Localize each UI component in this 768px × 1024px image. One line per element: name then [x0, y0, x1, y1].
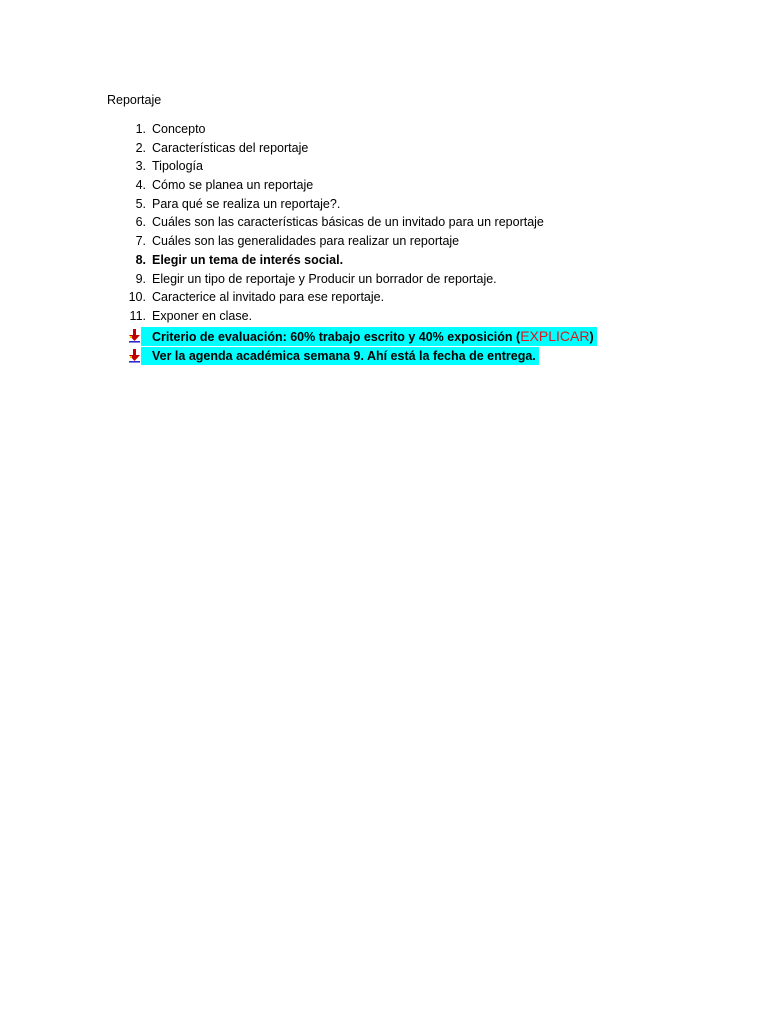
explicar-emphasis: EXPLICAR [520, 328, 590, 344]
list-item-text: Cuáles son las generalidades para realizar un reportaje [152, 234, 460, 249]
list-item-number: 9. [135, 271, 146, 286]
list-item-text: Elegir un tema de interés social. [152, 252, 344, 267]
list-item-text: Cuáles son las características básicas de un invitado para un reportaje [152, 215, 544, 230]
down-arrow-bullet-icon [128, 349, 141, 363]
down-arrow-bullet-icon [128, 329, 141, 343]
list-item-number: 8. [135, 252, 146, 267]
highlighted-text: Ver la agenda académica semana 9. Ahí está la fecha de entrega. [141, 347, 539, 365]
list-item-text: Tipología [152, 159, 203, 174]
list-item-number: 5. [135, 196, 146, 211]
list-item-text: Elegir un tipo de reportaje y Producir un borrador de reportaje. [152, 271, 497, 286]
list-item-number: 10. [128, 290, 146, 305]
list-item-number: 1. [135, 122, 146, 136]
list-item-number: 11. [129, 308, 146, 323]
list-item-text: Cómo se planea un reportaje [152, 178, 314, 193]
list-item-text: Características del reportaje [152, 140, 309, 155]
list-item-text: Caracterice al invitado para ese reportaje. [152, 290, 385, 305]
list-item-number: 3. [135, 159, 146, 174]
list-item-number: 6. [135, 215, 146, 230]
list-item-text: Para qué se realiza un reportaje?. [152, 196, 341, 211]
list-item-number: 2. [135, 140, 146, 155]
criteria-text: Criterio de evaluación: 60% trabajo escrito y 40% exposición ( [152, 330, 521, 344]
criteria-closing: ) [589, 330, 594, 344]
document-title: Reportaje [107, 93, 162, 107]
list-item-text: Exponer en clase. [152, 308, 253, 323]
highlighted-text [141, 327, 597, 346]
list-item-text: Concepto [152, 122, 206, 136]
list-item-number: 7. [135, 234, 146, 249]
list-item-number: 4. [135, 178, 146, 193]
